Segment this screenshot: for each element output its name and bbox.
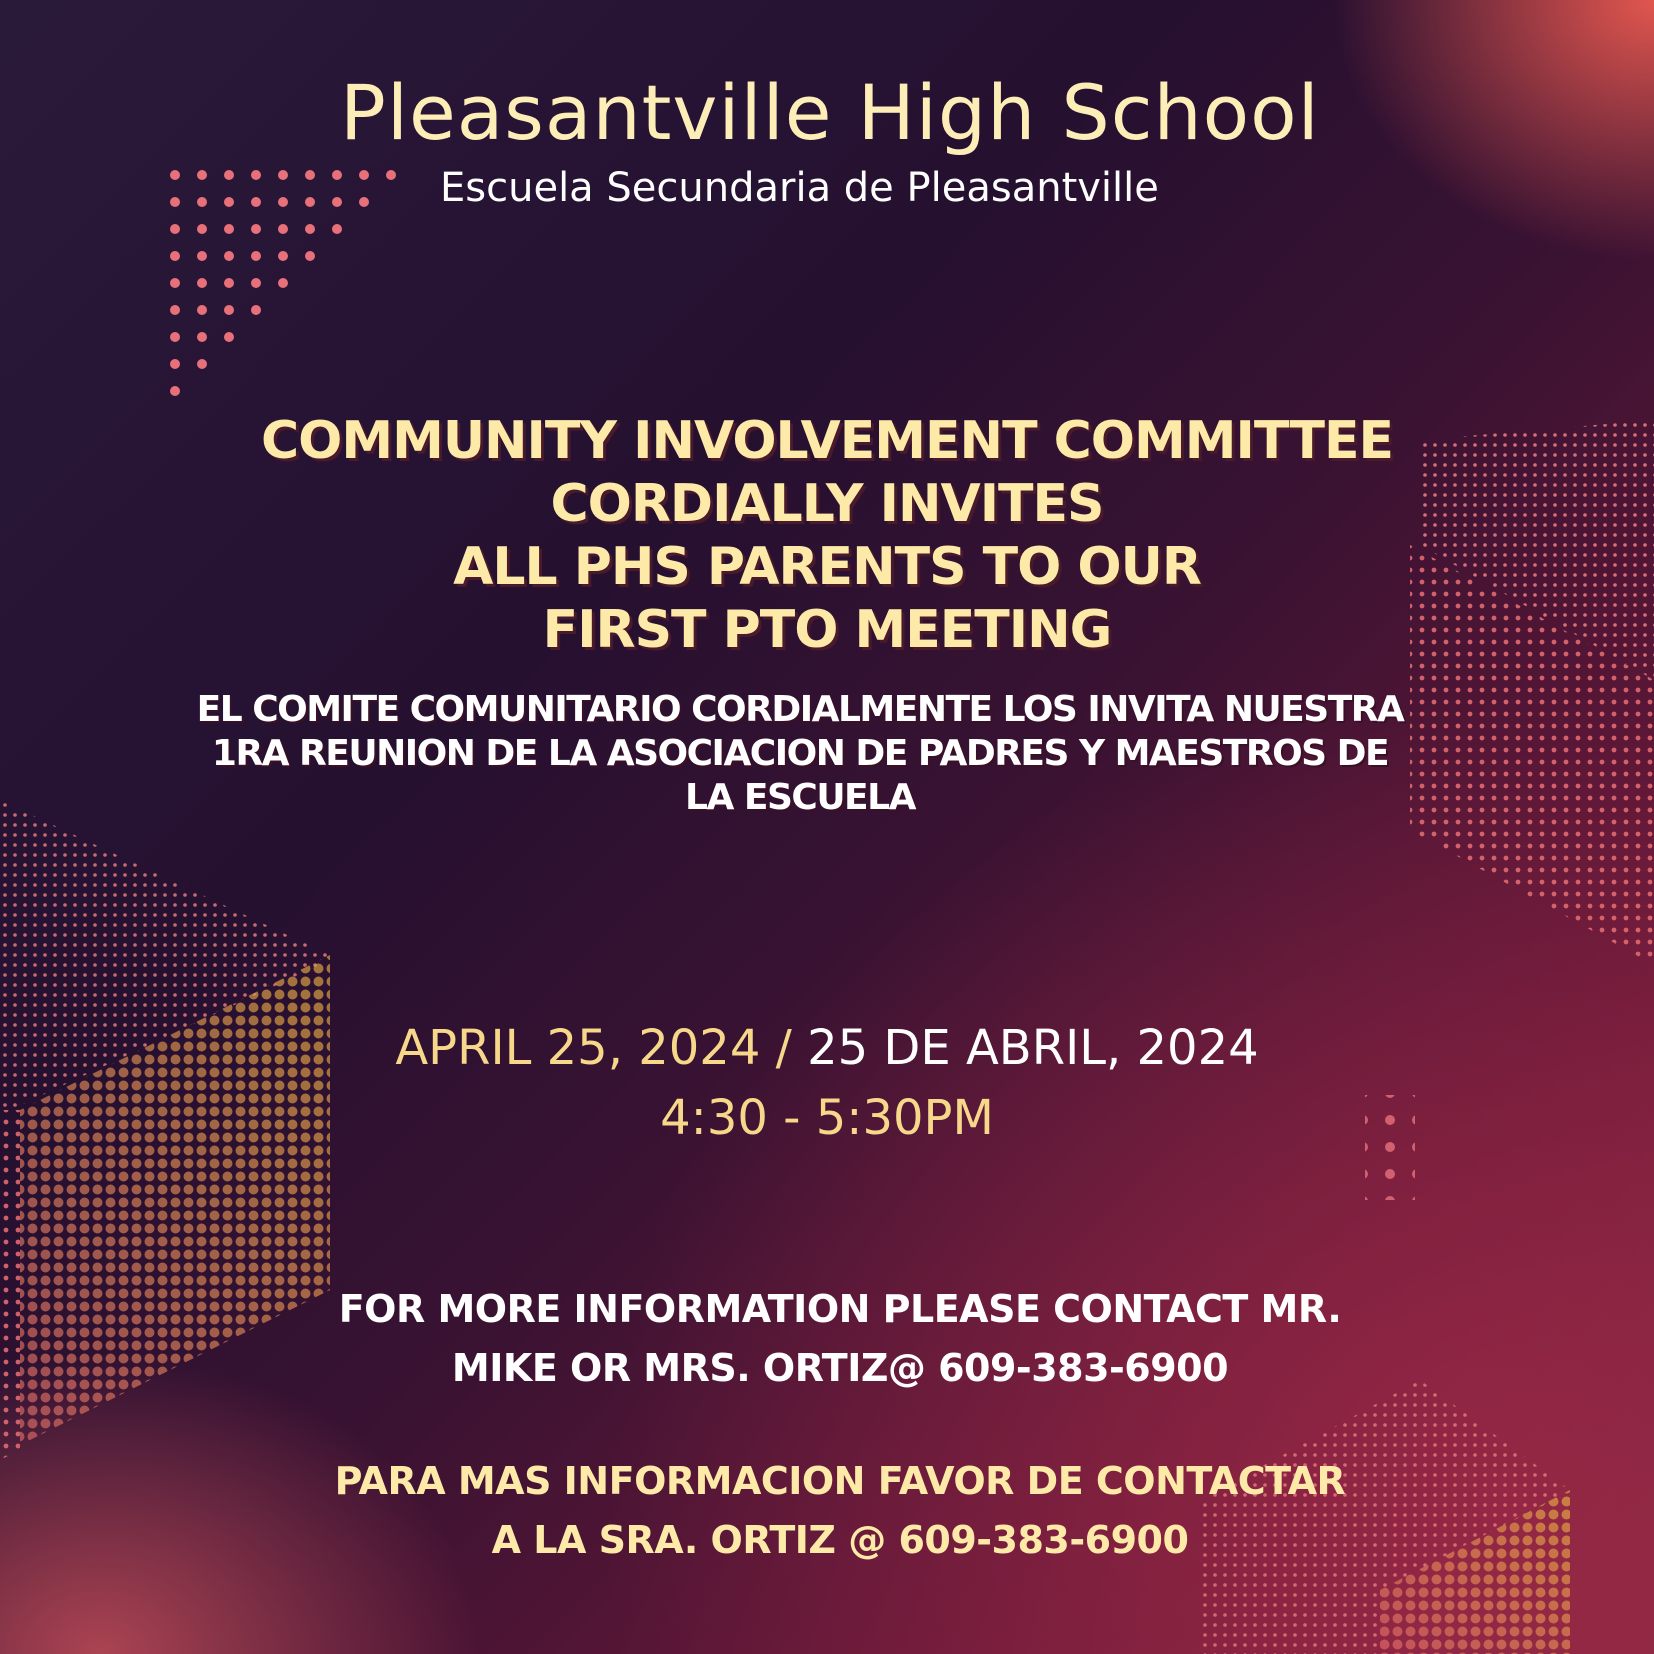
invitation-heading-line: ALL PHS PARENTS TO OUR bbox=[453, 537, 1201, 597]
event-time: 4:30 - 5:30PM bbox=[660, 1090, 994, 1146]
contact-english-line: MIKE OR MRS. ORTIZ@ 609-383-6900 bbox=[451, 1346, 1229, 1390]
school-name: Pleasantville High School bbox=[340, 68, 1320, 157]
invitation-spanish-line: 1RA REUNION DE LA ASOCIACION DE PADRES Y MAESTROS DE bbox=[211, 733, 1389, 774]
invitation-heading bbox=[0, 410, 1654, 662]
invitation-spanish-line: LA ESCUELA bbox=[685, 777, 915, 818]
invitation-spanish-line: EL COMITE COMUNITARIO CORDIALMENTE LOS INVITA NUESTRA bbox=[196, 689, 1404, 730]
invitation-heading-line: FIRST PTO MEETING bbox=[542, 600, 1112, 660]
event-date bbox=[0, 1020, 1654, 1076]
contact-spanish-line: A LA SRA. ORTIZ @ 609-383-6900 bbox=[491, 1518, 1189, 1562]
event-date-spanish: 25 DE ABRIL, 2024 bbox=[807, 1020, 1259, 1076]
contact-info-english bbox=[320, 1280, 1360, 1398]
invitation-heading-line: CORDIALLY INVITES bbox=[550, 474, 1104, 534]
invitation-heading-line: COMMUNITY INVOLVEMENT COMMITTEE bbox=[260, 411, 1394, 471]
contact-spanish-line: PARA MAS INFORMACION FAVOR DE CONTACTAR bbox=[334, 1459, 1346, 1503]
date-separator: / bbox=[775, 1020, 792, 1076]
event-date-english: APRIL 25, 2024 bbox=[395, 1020, 761, 1076]
contact-info-spanish bbox=[310, 1452, 1370, 1570]
invitation-spanish bbox=[190, 688, 1410, 820]
school-name-spanish: Escuela Secundaria de Pleasantville bbox=[440, 165, 1159, 211]
contact-english-line: FOR MORE INFORMATION PLEASE CONTACT MR. bbox=[338, 1287, 1342, 1331]
